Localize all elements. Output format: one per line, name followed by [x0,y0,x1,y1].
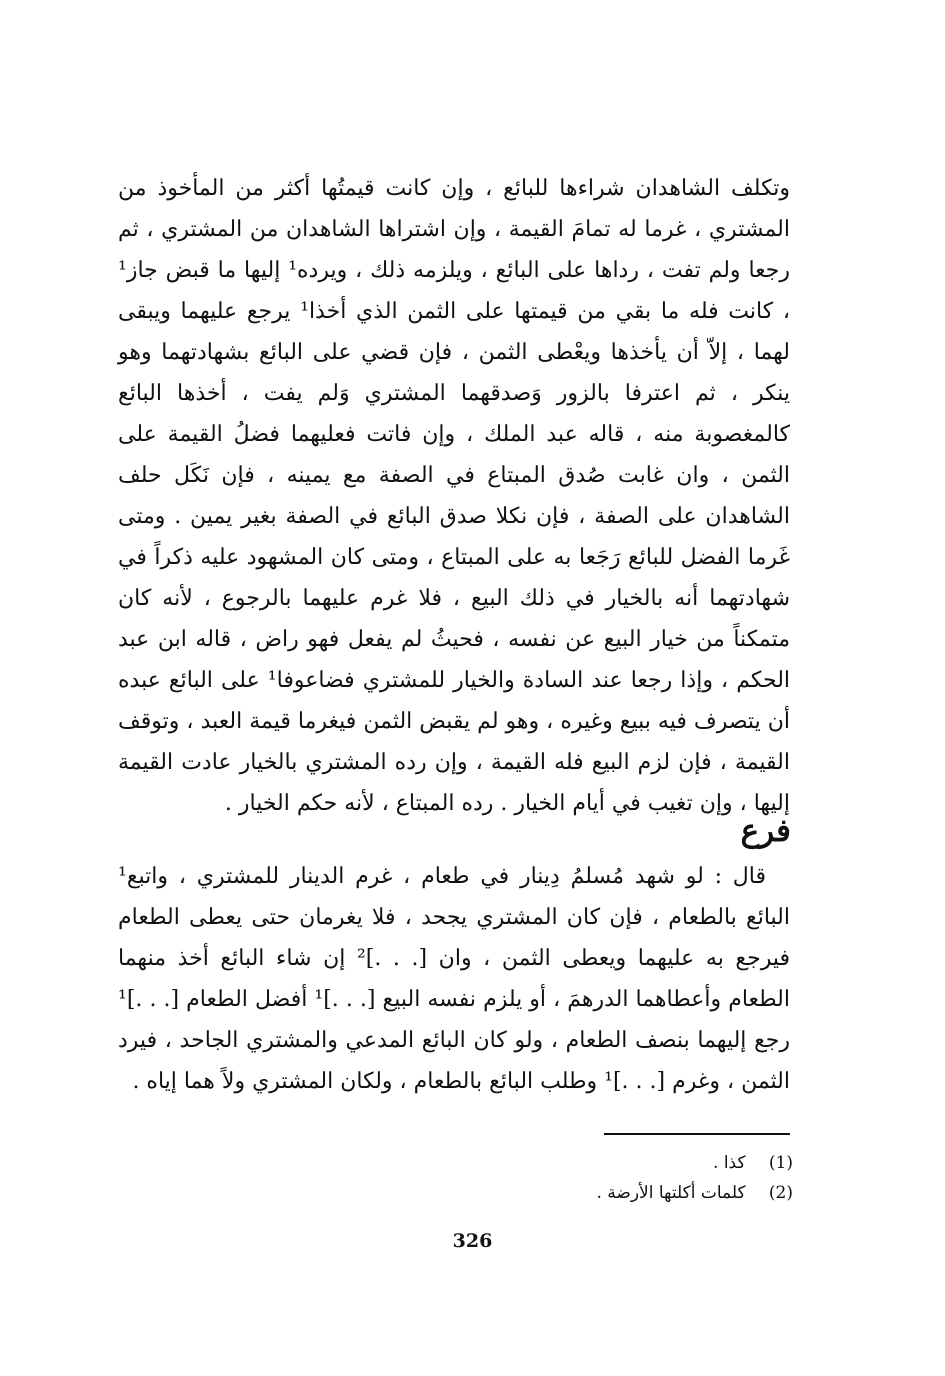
second-paragraph-text: قال : لو شهد مُسلمُ دِينار في طعام ، غرم الدينار للمشتري ، واتبع¹ البائع بالطعام ، فإن كان المشتري يجحد ، فلا يغرمان حتى يعطى الطعام فيرجع به عليهما ويعطى الثمن ، وان [. . .]² إن شاء البائع أخذ منهما الطعام وأعطاهما الدرهمَ ، أو يلزم نفسه البيع [. . .]¹ أفضل الطعام [. . .]¹ رجع إليهما بنصف الطعام ، ولو كان البائع المدعي والمشتري الجاحد ، فيرد الثمن ، وغرم [. . .]¹ وطلب البائع بالطعام ، ولكان المشتري ولاً هما إياه . [118,864,791,1094]
footnote-1 [293,1148,793,1178]
section-heading: فرع [740,813,791,849]
second-paragraph [118,856,790,1102]
footnote-number: (1) [768,1153,793,1173]
main-paragraph: وتكلف الشاهدان شراءها للبائع ، وإن كانت قيمتُها أكثر من المأخوذ من المشتري ، غرما له تمامَ القيمة ، وإن اشتراها الشاهدان من المشتري ، ثم رجعا ولم تفت ، رداها على البائع ، ويلزمه ذلك ، ويرده¹ إليها ما قبض جاز¹ ، كانت فله ما بقي من قيمتها على الثمن الذي أخذا¹ يرجع عليهما ويبقى لهما ، إلاّ أن يأخذها ويعْطى الثمن ، فإن قضي على البائع بشهادتهما وهو ينكر ، ثم اعترفا بالزور وَصدقهما المشتري وَلم يفت ، أخذها البائع كالمغصوبة منه ، قاله عبد الملك ، وإن فاتت فعليهما فضلُ القيمة على الثمن ، وان غابت صُدق المبتاع في الصفة مع يمينه ، فإن نَكَل حلف الشاهدان على الصفة ، فإن نكلا صدق البائع في الصفة بغير يمين . ومتى غَرما الفضل للبائع رَجَعا به على المبتاع ، ومتى كان المشهود عليه ذكراً في شهادتهما أنه بالخيار في ذلك البيع ، فلا غرم عليهما بالرجوع ، لأنه كان متمكناً من خيار البيع عن نفسه ، فحيثُ لم يفعل فهو راض ، قاله ابن عبد الحكم ، وإذا رجعا عند السادة والخيار للمشتري فضاعوفا¹ على البائع عبده أن يتصرف فيه ببيع وغيره ، وهو لم يقبض الثمن فيغرما قيمة العبد ، وتوقف القيمة ، فإن لزم البيع فله القيمة ، وإن رده المشتري بالخيار عادت القيمة إليها ، وإن تغيب في أيام الخيار . رده المبتاع ، لأنه حكم الخيار . [118,176,791,816]
footnote-2 [293,1178,793,1208]
footnote-text: كذا . [713,1153,746,1173]
page-number: 326 [452,1230,493,1252]
footnote-number: (2) [768,1183,793,1203]
footnote-text: كلمات أكلتها الأرضة . [596,1183,746,1203]
footnotes [293,1148,793,1208]
footnote-divider [604,1133,790,1135]
